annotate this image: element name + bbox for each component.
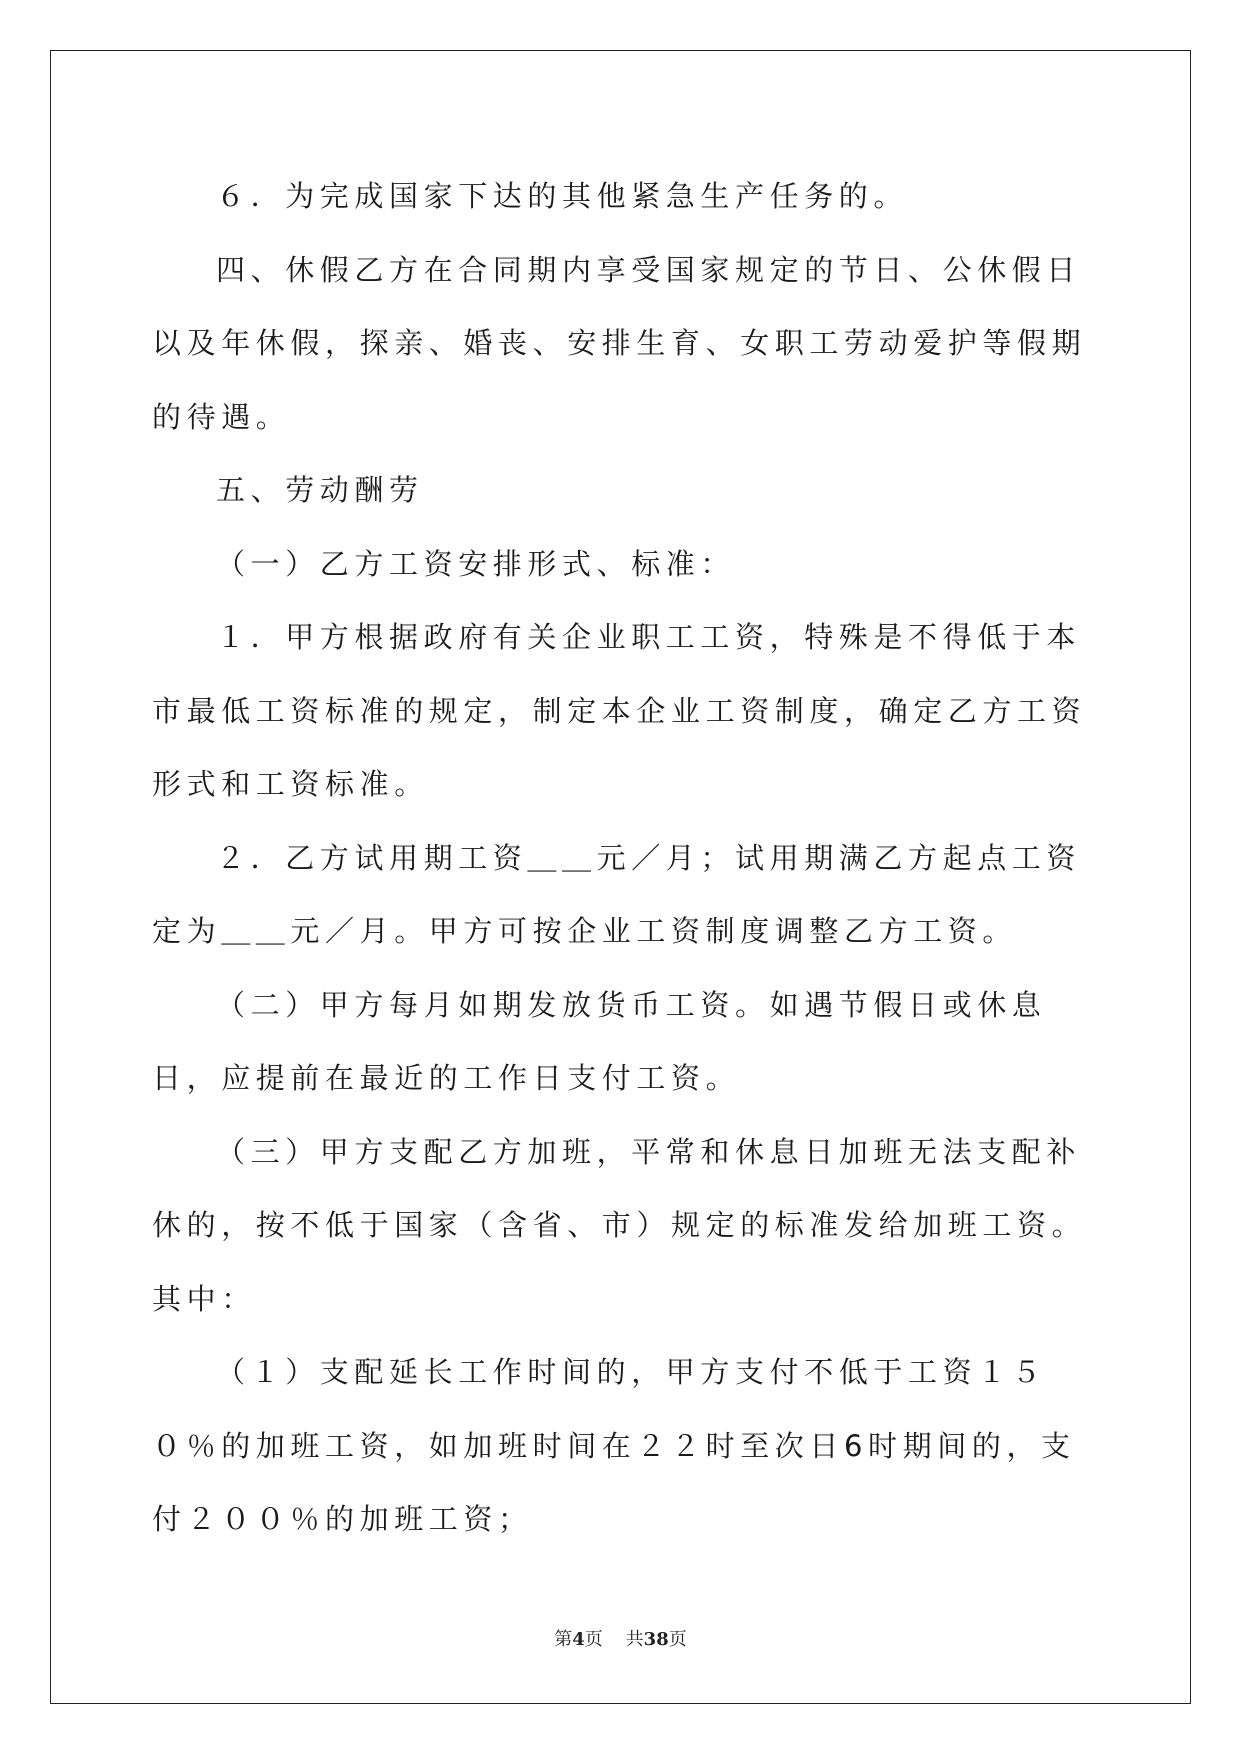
subheading-wage-form: （一）乙方工资安排形式、标准： xyxy=(216,546,736,581)
footer-total-prefix: 共 xyxy=(625,1629,644,1650)
footer-page-suffix: 页 xyxy=(584,1629,603,1650)
paragraph-item-1: １．甲方根据政府有关企业职工工资，特殊是不得低于本市最低工资标准的规定，制定本企业工资制度，确定乙方工资形式和工资标准。 xyxy=(152,620,1087,801)
page-footer xyxy=(0,1625,1241,1651)
paragraph-vacation: 四、休假乙方在合同期内享受国家规定的节日、公休假日以及年休假，探亲、婚丧、安排生育、女职工劳动爱护等假期的待遇。 xyxy=(152,252,1087,434)
heading-labor-pay: 五、劳动酬劳 xyxy=(216,473,424,507)
document-body xyxy=(152,160,1088,1557)
paragraph-item-2: ２．乙方试用期工资＿＿元／月；试用期满乙方起点工资定为＿＿元／月。甲方可按企业工资制度调整乙方工资。 xyxy=(152,840,1082,948)
paragraph-section-3: （三）甲方支配乙方加班，平常和休息日加班无法支配补休的，按不低于国家（含省、市）规定的标准发给加班工资。其中： xyxy=(152,1134,1087,1316)
footer-total-suffix: 页 xyxy=(668,1629,687,1650)
footer-page-number: 4 xyxy=(572,1629,585,1650)
paragraph-overtime-1: （１）支配延长工作时间的，甲方支付不低于工资１５０％的加班工资，如加班时间在２２时至次日6时期间的，支付２００％的加班工资； xyxy=(152,1355,1076,1536)
paragraph-section-2: （二）甲方每月如期发放货币工资。如遇节假日或休息日，应提前在最近的工作日支付工资。 xyxy=(152,987,1047,1095)
footer-total-pages: 38 xyxy=(643,1629,669,1650)
footer-prefix: 第 xyxy=(554,1629,573,1650)
paragraph-item-6: ６．为完成国家下达的其他紧急生产任务的。 xyxy=(216,179,909,213)
